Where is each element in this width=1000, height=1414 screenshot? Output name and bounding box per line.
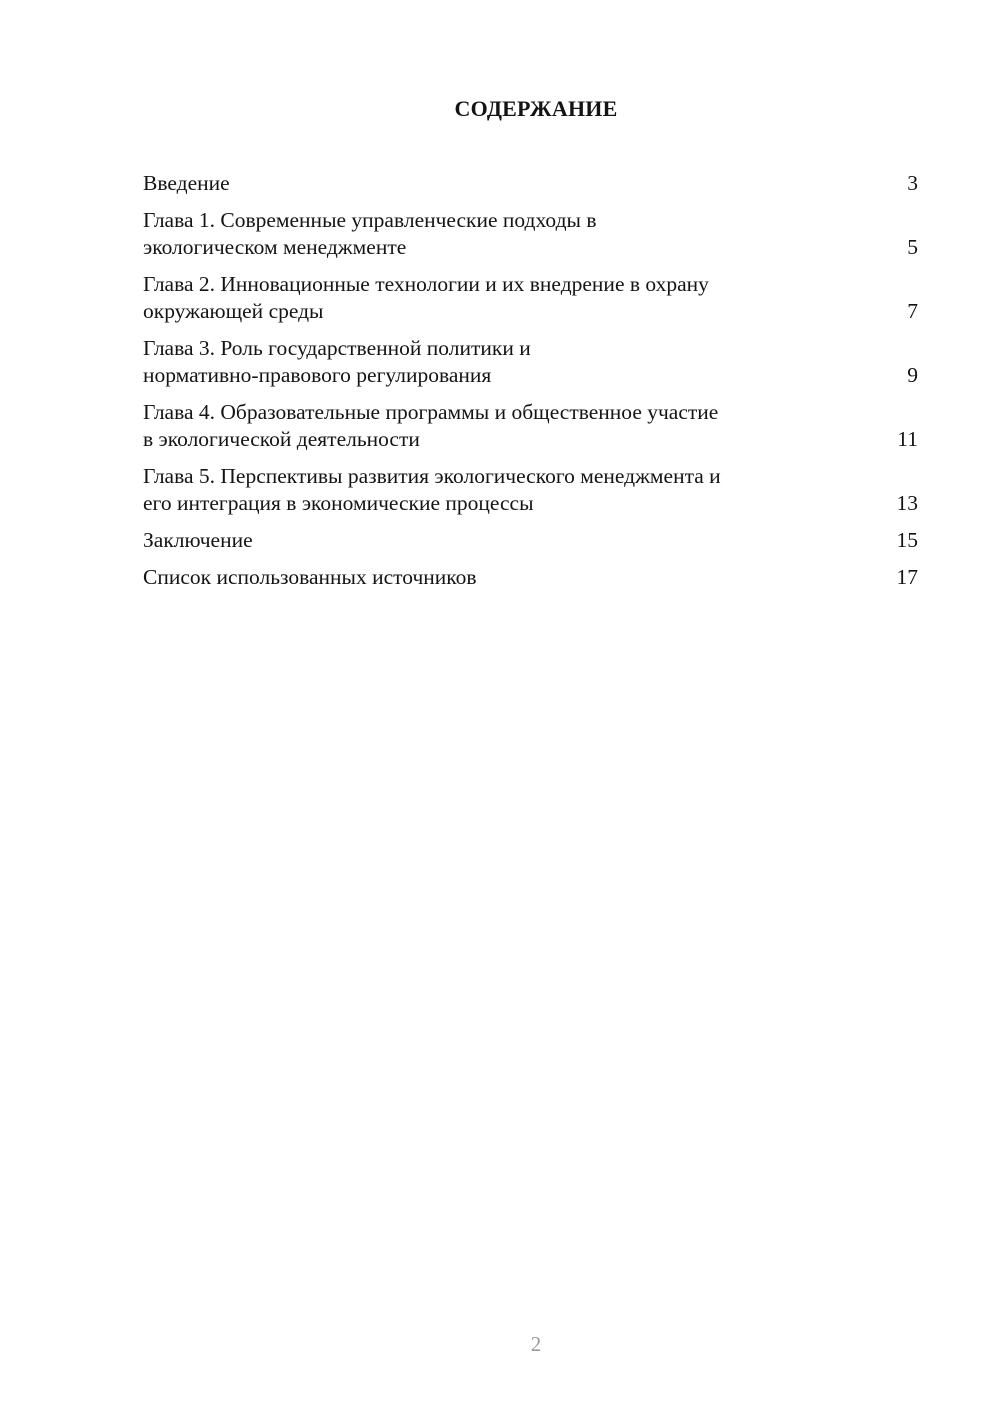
toc-entry-text [143,564,477,591]
toc-line: экологическом менеджменте [143,235,407,259]
toc-entry-introduction [143,170,918,197]
toc-line: в экологической деятельности [143,427,420,451]
table-of-contents [143,170,918,601]
page-title: СОДЕРЖАНИЕ [454,96,618,121]
toc-line: Глава 5. Перспективы развития экологического менеджмента и [143,464,721,488]
toc-entry-references [143,564,918,591]
toc-line: окружающей среды [143,299,324,323]
toc-entry-chapter-1 [143,207,918,261]
toc-entry-text [143,207,596,261]
toc-entry-text [143,399,718,453]
toc-line: Список использованных источников [143,565,477,589]
toc-entry-text [143,170,230,197]
toc-entry-conclusion [143,527,918,554]
toc-line: Глава 3. Роль государственной политики и [143,336,531,360]
toc-page-number: 5 [907,235,918,259]
toc-entry-chapter-2 [143,271,918,325]
toc-line: Глава 2. Инновационные технологии и их внедрение в охрану [143,272,709,296]
toc-line: нормативно-правового регулирования [143,363,492,387]
toc-page-number: 9 [907,363,918,387]
toc-entry-text [143,271,709,325]
toc-page-number: 15 [896,528,918,552]
toc-entry-chapter-4 [143,399,918,453]
toc-page-number: 7 [907,299,918,323]
page-number: 2 [530,1332,542,1356]
toc-page-number: 11 [897,427,918,451]
toc-entry-text [143,527,253,554]
toc-line: его интеграция в экономические процессы [143,491,534,515]
toc-entry-chapter-3 [143,335,918,389]
toc-entry-text [143,463,721,517]
toc-entry-text [143,335,531,389]
toc-page-number: 3 [907,171,918,195]
toc-line: Глава 1. Современные управленческие подходы в [143,208,597,232]
toc-page-number: 13 [896,491,918,515]
toc-line: Глава 4. Образовательные программы и общественное участие [143,400,719,424]
toc-page-number: 17 [896,565,918,589]
toc-line: Введение [143,171,230,195]
toc-line: Заключение [143,528,253,552]
toc-entry-chapter-5 [143,463,918,517]
